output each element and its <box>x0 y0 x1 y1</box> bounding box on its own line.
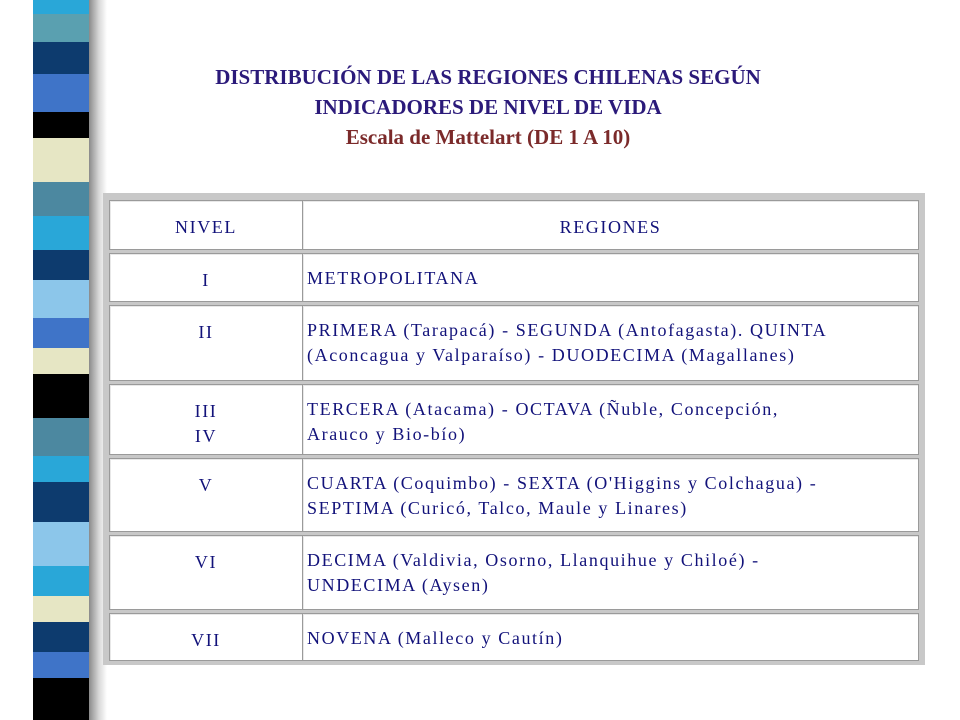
regions-text: TERCERA (Atacama) - OCTAVA (Ñuble, Concepción, <box>307 399 779 419</box>
regions-text: CUARTA (Coquimbo) - SEXTA (O'Higgins y Colchagua) - <box>307 473 818 493</box>
regions-text: NOVENA (Malleco y Cautín) <box>307 628 564 648</box>
level-label: VI <box>194 552 218 572</box>
table-row-regions <box>302 458 919 532</box>
regions-text: SEPTIMA (Curicó, Talco, Maule y Linares) <box>307 498 688 518</box>
header-regions: REGIONES <box>302 200 919 250</box>
table-row-level <box>109 253 303 302</box>
level-label: IV <box>194 426 218 446</box>
regions-text: METROPOLITANA <box>307 268 480 288</box>
table-row-level <box>109 535 303 610</box>
regions-text: Arauco y Bio-bío) <box>307 424 467 444</box>
table-row-regions <box>302 305 919 381</box>
levels-table <box>103 193 925 665</box>
table-row-regions <box>302 535 919 610</box>
table-row-level <box>109 384 303 455</box>
level-label: III <box>194 401 218 421</box>
header-level: NIVEL <box>109 200 303 250</box>
title-subtitle: Escala de Mattelart (DE 1 A 10) <box>345 125 631 149</box>
table-row-regions <box>302 384 919 455</box>
regions-text: UNDECIMA (Aysen) <box>307 575 490 595</box>
table-row-regions <box>302 253 919 302</box>
title-line-1: DISTRIBUCIÓN DE LAS REGIONES CHILENAS SEGÚN <box>215 65 761 89</box>
level-label: VII <box>191 630 221 650</box>
table-row-level <box>109 613 303 661</box>
regions-text: DECIMA (Valdivia, Osorno, Llanquihue y Chiloé) - <box>307 550 760 570</box>
title-line-2: INDICADORES DE NIVEL DE VIDA <box>314 95 662 119</box>
level-label: II <box>198 322 214 342</box>
slide-title <box>150 62 826 152</box>
table-row-level <box>109 458 303 532</box>
level-label: V <box>198 475 214 495</box>
table-row-regions <box>302 613 919 661</box>
regions-text: PRIMERA (Tarapacá) - SEGUNDA (Antofagasta). QUINTA <box>307 320 828 340</box>
level-label: I <box>202 270 210 290</box>
regions-text: (Aconcagua y Valparaíso) - DUODECIMA (Magallanes) <box>307 345 796 365</box>
table-row-level <box>109 305 303 381</box>
decorative-stripe <box>33 0 89 720</box>
